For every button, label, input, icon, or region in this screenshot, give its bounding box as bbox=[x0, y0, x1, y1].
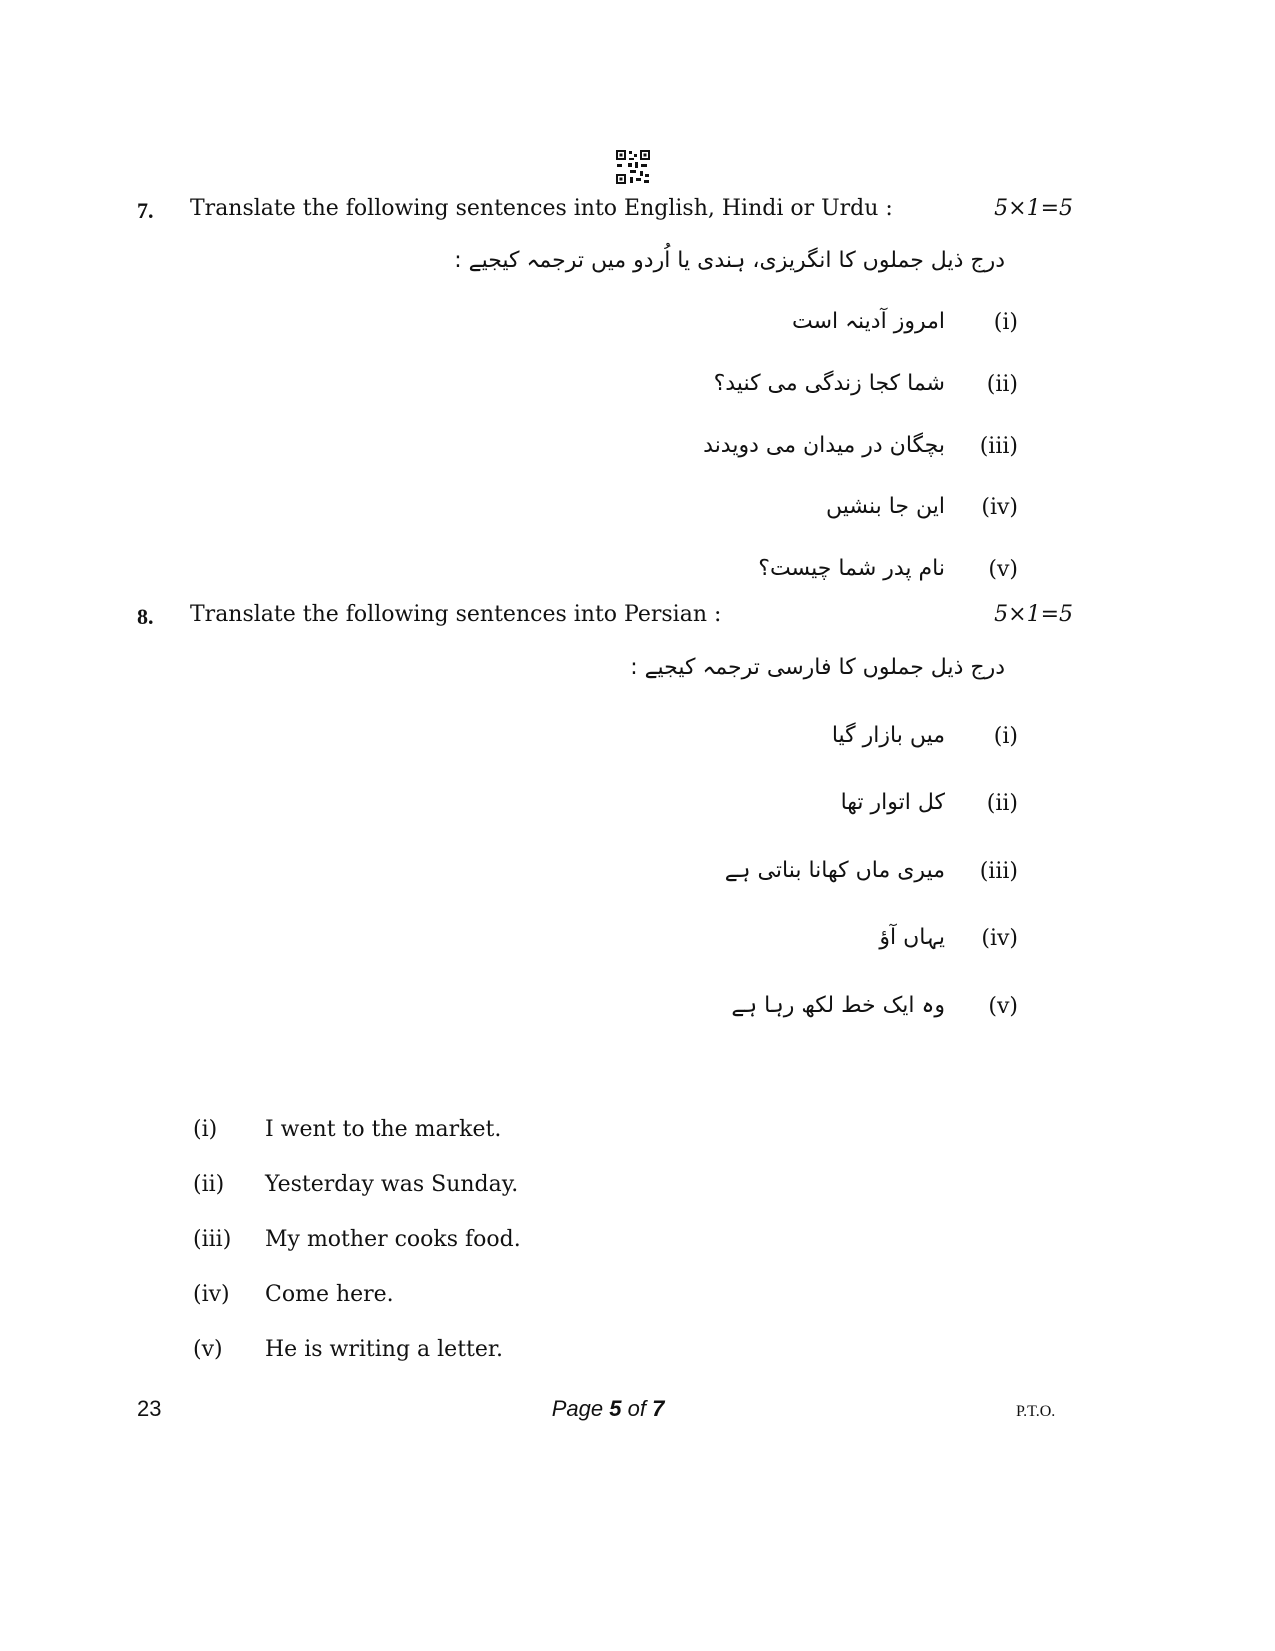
question-7-text: Translate the following sentences into English, Hindi or Urdu : bbox=[190, 196, 893, 221]
page-prefix: Page bbox=[551, 1396, 604, 1421]
q8-en-item-i-text: I went to the market. bbox=[265, 1117, 502, 1142]
q7-item-i-text: امروز آدینہ است bbox=[792, 309, 945, 334]
q7-item-ii-label: (ii) bbox=[986, 372, 1018, 397]
pto-label: P.T.O. bbox=[1016, 1403, 1056, 1420]
q8-en-item-iii-text: My mother cooks food. bbox=[265, 1227, 521, 1252]
q8-item-iii-text: میری ماں کھانا بناتی ہے bbox=[724, 858, 945, 883]
q8-item-iv-text: یہاں آؤ bbox=[879, 925, 945, 950]
q8-en-item-iv-label: (iv) bbox=[193, 1282, 230, 1307]
q8-en-item-iii-label: (iii) bbox=[193, 1227, 232, 1252]
q8-item-v-text: وہ ایک خط لکھ رہا ہے bbox=[731, 993, 945, 1018]
question-7-marks: 5×1=5 bbox=[994, 196, 1073, 221]
q7-item-iv-text: این جا بنشیں bbox=[825, 494, 945, 519]
question-8-marks: 5×1=5 bbox=[994, 602, 1073, 627]
q8-item-iii-label: (iii) bbox=[979, 859, 1018, 884]
q8-item-i-text: میں بازار گیا bbox=[831, 723, 945, 748]
page-number bbox=[458, 1396, 758, 1422]
q7-item-iv-label: (iv) bbox=[981, 495, 1018, 520]
q7-item-iii-label: (iii) bbox=[979, 434, 1018, 459]
q8-item-ii-label: (ii) bbox=[986, 791, 1018, 816]
page-of: of bbox=[627, 1396, 646, 1421]
q8-item-i-label: (i) bbox=[993, 724, 1018, 749]
q8-en-item-v-text: He is writing a letter. bbox=[265, 1337, 503, 1362]
q8-en-item-v-label: (v) bbox=[193, 1337, 223, 1362]
q8-en-item-iv-text: Come here. bbox=[265, 1282, 394, 1307]
question-8-text: Translate the following sentences into Persian : bbox=[190, 602, 722, 627]
page-total: 7 bbox=[652, 1396, 665, 1421]
q7-item-i-label: (i) bbox=[993, 310, 1018, 335]
question-8-instruction-urdu: درج ذیل جملوں کا فارسی ترجمہ کیجیے : bbox=[630, 655, 1005, 680]
q7-item-v-text: نام پدر شما چیست؟ bbox=[758, 556, 945, 581]
q7-item-iii-text: بچگان در میدان می دویدند bbox=[703, 433, 945, 458]
q8-item-iv-label: (iv) bbox=[981, 926, 1018, 951]
question-7-number: 7. bbox=[137, 198, 154, 223]
q8-item-v-label: (v) bbox=[988, 994, 1018, 1019]
page-code: 23 bbox=[137, 1396, 162, 1421]
q7-item-v-label: (v) bbox=[988, 557, 1018, 582]
q8-en-item-ii-label: (ii) bbox=[193, 1172, 225, 1197]
page-current: 5 bbox=[609, 1396, 622, 1421]
question-8-number: 8. bbox=[137, 604, 154, 629]
q7-item-ii-text: شما کجا زندگی می کنید؟ bbox=[713, 371, 945, 396]
q8-item-ii-text: کل اتوار تھا bbox=[840, 790, 945, 815]
q8-en-item-ii-text: Yesterday was Sunday. bbox=[265, 1172, 519, 1197]
qr-code-icon bbox=[616, 150, 650, 184]
q8-en-item-i-label: (i) bbox=[193, 1117, 218, 1142]
question-7-instruction-urdu: درج ذیل جملوں کا انگریزی، ہندی یا اُردو میں ترجمہ کیجیے : bbox=[454, 248, 1005, 273]
